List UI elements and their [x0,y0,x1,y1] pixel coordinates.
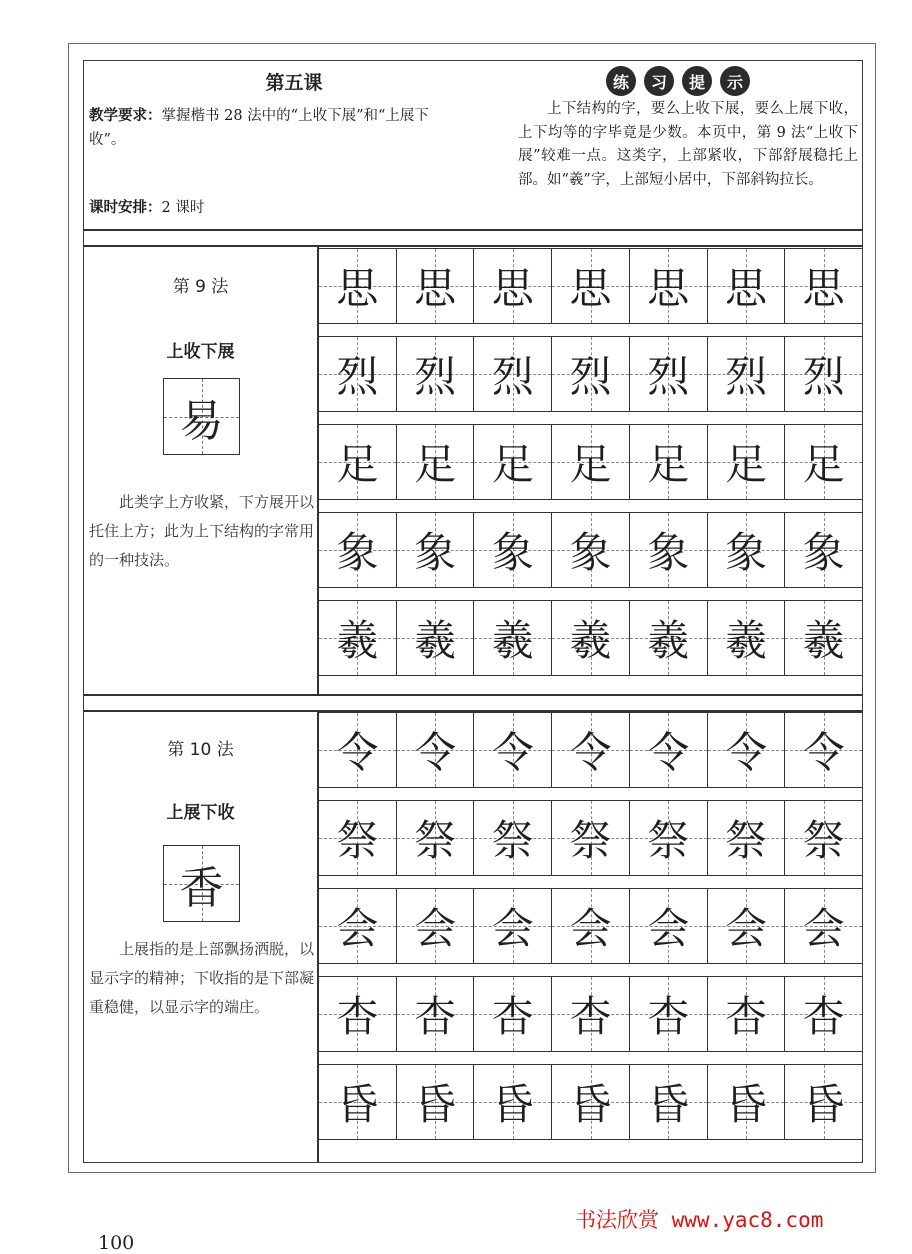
practice-character: 烈 [569,352,612,401]
practice-cell [784,249,862,323]
practice-character: 杏 [569,992,612,1041]
practice-character: 昏 [647,1080,690,1129]
practice-cell [396,713,474,787]
practice-cell [318,425,396,499]
practice-cell [629,513,707,587]
lesson-title: 第五课 [265,72,323,94]
practice-cell [629,977,707,1051]
practice-character: 会 [569,904,612,953]
practice-cell [707,337,785,411]
practice-character: 杏 [647,992,690,1041]
practice-character: 思 [336,264,379,313]
practice-character: 祭 [802,816,845,865]
practice-cell [396,337,474,411]
practice-character: 思 [802,264,845,313]
practice-cell [707,513,785,587]
practice-cell [707,1065,785,1139]
practice-cell [784,425,862,499]
practice-cell [707,249,785,323]
practice-character: 思 [724,264,767,313]
practice-character: 羲 [724,616,767,665]
practice-character: 杏 [724,992,767,1041]
practice-cell [629,601,707,675]
practice-character: 祭 [569,816,612,865]
practice-character: 会 [414,904,457,953]
practice-cell [707,713,785,787]
practice-character: 杏 [802,992,845,1041]
practice-character: 会 [802,904,845,953]
practice-character: 象 [569,528,612,577]
practice-character: 祭 [491,816,534,865]
practice-character: 令 [647,728,690,777]
practice-cell [551,601,629,675]
schedule-label: 课时安排： [89,200,162,216]
practice-cell [473,977,551,1051]
practice-cell [784,713,862,787]
practice-character: 令 [802,728,845,777]
practice-row [318,424,862,500]
practice-character: 令 [724,728,767,777]
practice-cell [318,713,396,787]
practice-character: 象 [647,528,690,577]
practice-character: 烈 [647,352,690,401]
requirement-text: 掌握楷书 28 法中的“上收下展”和“上展下收”。 [89,108,429,148]
practice-cell [473,801,551,875]
practice-cell [473,601,551,675]
practice-character: 烈 [414,352,457,401]
practice-cell [473,513,551,587]
practice-character: 祭 [414,816,457,865]
practice-character: 祭 [724,816,767,865]
practice-character: 足 [336,440,379,489]
practice-cell [318,801,396,875]
practice-cell [396,249,474,323]
practice-character: 昏 [569,1080,612,1129]
practice-cell [318,337,396,411]
practice-character: 会 [724,904,767,953]
practice-character: 祭 [336,816,379,865]
practice-character: 杏 [336,992,379,1041]
practice-character: 足 [414,440,457,489]
practice-cell [784,889,862,963]
practice-cell [396,977,474,1051]
practice-character: 昏 [802,1080,845,1129]
sample-character: 香 [179,862,224,914]
practice-cell [318,513,396,587]
practice-cell [473,425,551,499]
practice-cell [551,1065,629,1139]
practice-character: 思 [414,264,457,313]
rule-name: 上展下收 [166,803,235,823]
practice-row [318,712,862,788]
tips-text: 上下结构的字，要么上收下展，要么上展下收，上下均等的字毕竟是少数。本页中，第 9 法“上收下展”较难一点。这类字，上部紧收，下部舒展稳托上部。如“羲”字，上部短小居中，下部斜钩拉长。 [518,101,858,188]
sample-character-box [163,378,240,455]
practice-character: 杏 [414,992,457,1041]
practice-character: 足 [491,440,534,489]
practice-cell [784,337,862,411]
practice-tips-badges [606,66,750,96]
practice-cell [551,713,629,787]
practice-character: 烈 [802,352,845,401]
practice-character: 象 [336,528,379,577]
method-number: 第 10 法 [167,740,234,760]
practice-cell [318,889,396,963]
practice-tips [518,64,858,229]
rule-name: 上收下展 [166,342,235,362]
practice-character: 祭 [647,816,690,865]
class-schedule [89,196,204,217]
practice-cell [318,1065,396,1139]
practice-character: 羲 [802,616,845,665]
practice-cell [707,889,785,963]
practice-character: 思 [569,264,612,313]
practice-row [318,248,862,324]
method-10-panel [83,710,318,1162]
practice-cell [551,977,629,1051]
requirement-label: 教学要求： [89,108,162,124]
practice-row [318,336,862,412]
practice-cell [629,425,707,499]
lesson-header [89,64,459,229]
header-divider [83,229,863,231]
practice-cell [551,801,629,875]
practice-cell [473,1065,551,1139]
practice-cell [629,249,707,323]
method-9-panel [83,245,318,695]
practice-cell [318,977,396,1051]
practice-character: 羲 [336,616,379,665]
practice-cell [629,889,707,963]
practice-cell [784,601,862,675]
practice-character: 羲 [491,616,534,665]
practice-cell [473,337,551,411]
practice-character: 昏 [491,1080,534,1129]
watermark: 书法欣赏 www.yac8.com [575,1208,824,1232]
practice-character: 会 [336,904,379,953]
practice-character: 昏 [336,1080,379,1129]
sample-character-box [163,845,240,922]
practice-character: 令 [569,728,612,777]
practice-cell [396,1065,474,1139]
practice-character: 杏 [491,992,534,1041]
practice-cell [396,601,474,675]
practice-row [318,1064,862,1140]
practice-cell [396,425,474,499]
tip-badge: 提 [682,66,712,96]
practice-character: 烈 [491,352,534,401]
practice-character: 会 [491,904,534,953]
practice-character: 象 [414,528,457,577]
practice-cell [473,249,551,323]
practice-cell [707,801,785,875]
practice-cell [396,801,474,875]
practice-cell [629,337,707,411]
practice-cell [318,249,396,323]
sample-character: 易 [179,395,224,447]
teaching-requirement [89,104,449,152]
practice-cell [551,425,629,499]
practice-character: 羲 [647,616,690,665]
practice-character: 足 [724,440,767,489]
practice-cell [473,889,551,963]
practice-cell [629,801,707,875]
practice-character: 羲 [569,616,612,665]
practice-cell [784,1065,862,1139]
practice-character: 象 [491,528,534,577]
tip-badge: 练 [606,66,636,96]
practice-character: 令 [491,728,534,777]
practice-cell [396,513,474,587]
practice-cell [784,977,862,1051]
practice-character: 足 [802,440,845,489]
practice-character: 烈 [724,352,767,401]
practice-character: 足 [647,440,690,489]
practice-character: 思 [491,264,534,313]
tip-badge: 示 [720,66,750,96]
practice-cell [396,889,474,963]
practice-row [318,976,862,1052]
practice-cell [784,513,862,587]
practice-row [318,800,862,876]
practice-cell [473,713,551,787]
method-number: 第 9 法 [172,277,229,297]
practice-cell [707,425,785,499]
practice-cell [707,601,785,675]
practice-cell [551,249,629,323]
practice-row [318,888,862,964]
practice-character: 烈 [336,352,379,401]
practice-row [318,600,862,676]
practice-cell [318,601,396,675]
page-number: 100 [98,1232,135,1254]
practice-character: 象 [802,528,845,577]
tip-badge: 习 [644,66,674,96]
practice-character: 会 [647,904,690,953]
practice-character: 足 [569,440,612,489]
method-explanation: 此类字上方收紧，下方展开以托住上方；此为上下结构的字常用的一种技法。 [89,493,315,569]
practice-character: 昏 [414,1080,457,1129]
practice-character: 令 [414,728,457,777]
practice-cell [784,801,862,875]
practice-character: 象 [724,528,767,577]
practice-character: 昏 [724,1080,767,1129]
practice-cell [551,889,629,963]
practice-cell [707,977,785,1051]
practice-row [318,512,862,588]
practice-character: 思 [647,264,690,313]
schedule-text: 2 课时 [161,200,205,216]
practice-cell [551,513,629,587]
practice-cell [629,713,707,787]
practice-character: 令 [336,728,379,777]
practice-cell [629,1065,707,1139]
method-explanation: 上展指的是上部飘扬洒脱，以显示字的精神；下收指的是下部凝重稳健，以显示字的端庄。 [89,940,315,1016]
practice-cell [551,337,629,411]
practice-character: 羲 [414,616,457,665]
